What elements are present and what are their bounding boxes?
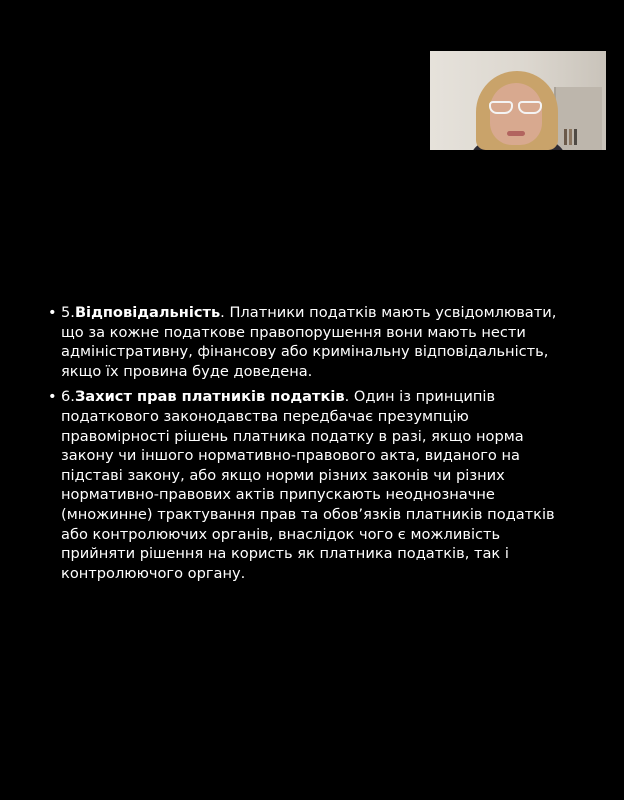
bullet-heading: Захист прав платників податків <box>74 388 345 406</box>
speaker-glasses <box>486 101 546 115</box>
bullet-heading: Відповідальність <box>74 304 221 321</box>
bullet-number: 6. <box>61 388 75 406</box>
bullet-icon: • <box>48 388 57 406</box>
slide-content <box>48 303 578 589</box>
speaker-lips <box>507 131 525 136</box>
bullet-item-responsibility <box>48 303 578 381</box>
bullet-text: . Платники податків мають усвідомлювати, що за кожне податкове правопорушення вони мають нести адміністративну, фінансову або кримінальну відповідальність, якщо їх провина буде доведена. <box>61 304 557 380</box>
bullet-number: 5. <box>61 304 75 321</box>
bullet-item-taxpayer-rights <box>48 387 578 583</box>
bullet-text: . Один із принципів податкового законодавства передбачає презумпцію правомірності рішень платника податку в разі, якщо норма закону чи іншого нормативно-правового акта, виданого на підставі закону, або якщо норми різних законів чи різних нормативно-правових актів припускають неоднозначне (множинне) трактування прав та обов’язків платників податків або контролюючих органів, внаслідок чого є можливість прийняти рішення на користь як платника податків, так і контролюючого органу. <box>61 388 555 582</box>
webcam-video-thumbnail <box>430 51 606 150</box>
bullet-icon: • <box>48 304 57 321</box>
bookshelf <box>554 87 602 150</box>
